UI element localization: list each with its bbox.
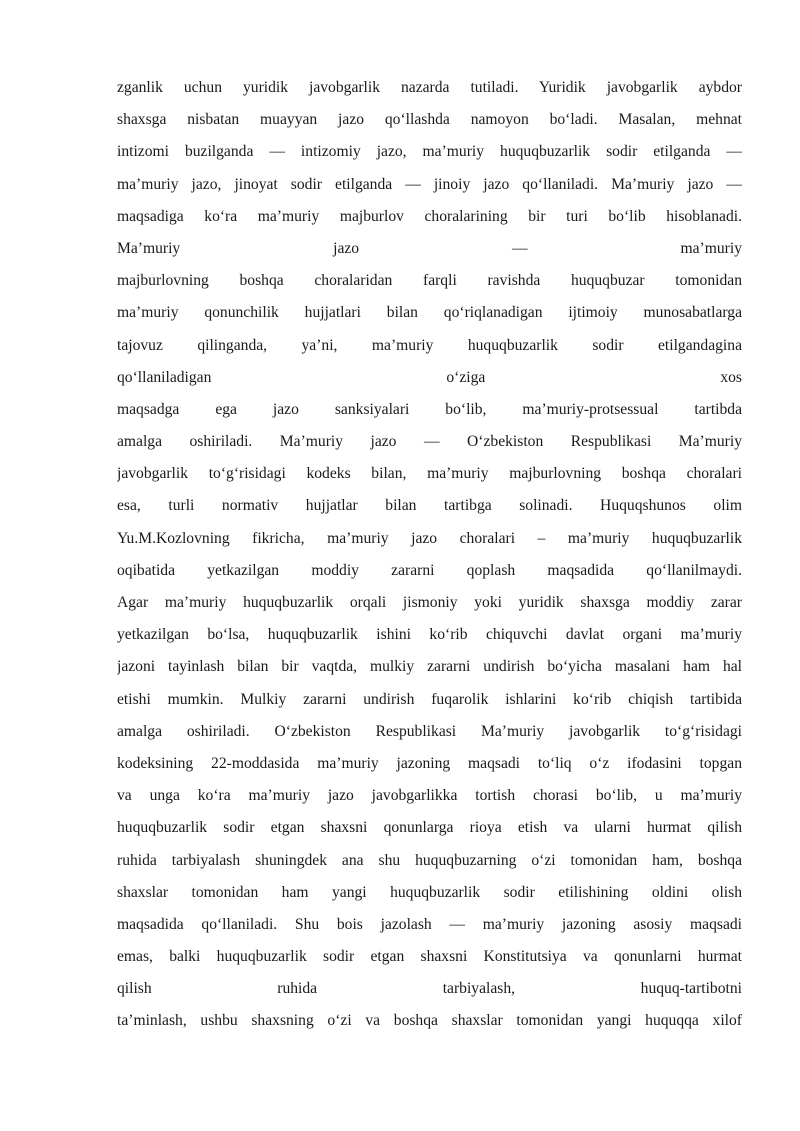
text-line: va unga ko‘ra ma’muriy jazo javobgarlikka tortish chorasi bo‘lib, u ma’muriy <box>117 787 742 805</box>
text-line: zganlik uchun yuridik javobgarlik nazarda tutiladi. Yuridik javobgarlik aybdor <box>117 79 742 96</box>
text-line: intizomi buzilganda — intizomiy jazo, ma’muriy huquqbuzarlik sodir etilganda — <box>117 143 742 161</box>
text-line: maqsadga ega jazo sanksiyalari bo‘lib, ma’muriy-protsessual tartibda <box>117 400 742 418</box>
text-line: shaxsga nisbatan muayyan jazo qo‘llashda namoyon bo‘ladi. Masalan, mehnat <box>117 111 742 129</box>
text-line: maqsadiga ko‘ra ma’muriy majburlov choralarining bir turi bo‘lib hisoblanadi. <box>117 207 742 225</box>
text-line: oqibatida yetkazilgan moddiy zararni qoplash maqsadida qo‘llanilmaydi. <box>117 561 742 579</box>
text-line: yetkazilgan bo‘lsa, huquqbuzarlik ishini ko‘rib chiquvchi davlat organi ma’muriy <box>117 626 742 644</box>
text-line: maqsadida qo‘llaniladi. Shu bois jazolash — ma’muriy jazoning asosiy maqsadi <box>117 915 742 933</box>
text-line: qilish ruhida tarbiyalash, huquq-tartibotni <box>117 980 742 998</box>
text-line: Ma’muriy jazo — ma’muriy <box>117 239 742 257</box>
text-line: Yu.M.Kozlovning fikricha, ma’muriy jazo choralari – ma’muriy huquqbuzarlik <box>117 529 742 547</box>
text-line: amalga oshiriladi. O‘zbekiston Respublikasi Ma’muriy javobgarlik to‘g‘risidagi <box>117 722 742 740</box>
text-line: etishi mumkin. Mulkiy zararni undirish fuqarolik ishlarini ko‘rib chiqish tartibida <box>117 690 742 708</box>
text-line: amalga oshiriladi. Ma’muriy jazo — O‘zbekiston Respublikasi Ma’muriy <box>117 433 742 451</box>
text-line: majburlovning boshqa choralaridan farqli ravishda huquqbuzar tomonidan <box>117 272 742 290</box>
text-line: javobgarlik to‘g‘risidagi kodeks bilan, ma’muriy majburlovning boshqa choralari <box>117 465 742 483</box>
text-line: ruhida tarbiyalash shuningdek ana shu huquqbuzarning o‘zi tomonidan ham, boshqa <box>117 851 742 869</box>
text-line: huquqbuzarlik sodir etgan shaxsni qonunlarga rioya etish va ularni hurmat qilish <box>117 819 742 837</box>
text-line: ma’muriy jazo, jinoyat sodir etilganda — jinoiy jazo qo‘llaniladi. Ma’muriy jazo — <box>117 175 742 193</box>
text-line: Agar ma’muriy huquqbuzarlik orqali jismoniy yoki yuridik shaxsga moddiy zarar <box>117 594 742 611</box>
text-line: qo‘llaniladigan o‘ziga xos <box>117 368 742 386</box>
text-line: tajovuz qilinganda, ya’ni, ma’muriy huquqbuzarlik sodir etilgandagina <box>117 336 742 354</box>
text-line: ta’minlash, ushbu shaxsning o‘zi va boshqa shaxslar tomonidan yangi huquqqa xilof <box>117 1012 742 1030</box>
text-line: emas, balki huquqbuzarlik sodir etgan shaxsni Konstitutsiya va qonunlarni hurmat <box>117 948 742 966</box>
text-line: kodeksining 22-moddasida ma’muriy jazoning maqsadi to‘liq o‘z ifodasini topgan <box>117 754 742 772</box>
text-line: ma’muriy qonunchilik hujjatlari bilan qo‘riqlanadigan ijtimoiy munosabatlarga <box>117 304 742 322</box>
document-body <box>117 72 742 1038</box>
text-line: jazoni tayinlash bilan bir vaqtda, mulkiy zararni undirish bo‘yicha masalani ham hal <box>117 658 742 676</box>
text-line: esa, turli normativ hujjatlar bilan tartibga solinadi. Huquqshunos olim <box>117 497 742 515</box>
text-line: shaxslar tomonidan ham yangi huquqbuzarlik sodir etilishining oldini olish <box>117 883 742 901</box>
